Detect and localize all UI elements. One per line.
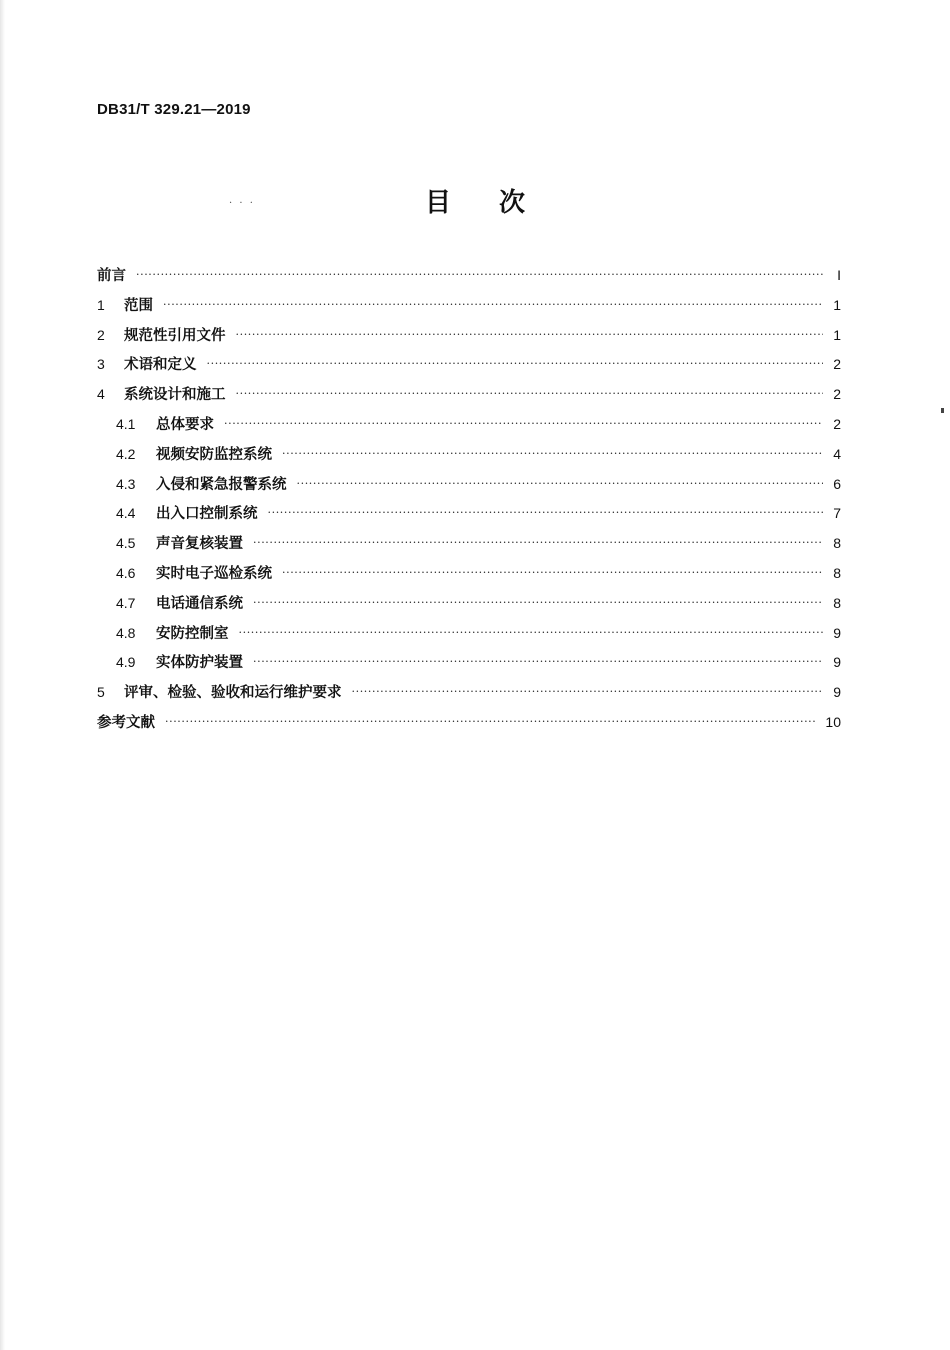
toc-entry-page: 9 <box>833 624 841 641</box>
toc-leader-dots <box>297 477 824 490</box>
toc-entry-page: 8 <box>833 535 841 552</box>
table-of-contents <box>97 264 841 741</box>
toc-entry-3[interactable] <box>97 353 841 383</box>
toc-entry-4-3[interactable] <box>97 473 841 503</box>
toc-entry-4-2[interactable] <box>97 443 841 473</box>
toc-entry-page: 9 <box>833 654 841 671</box>
toc-entry-number: 4.4 <box>116 505 136 522</box>
toc-entry-page: 8 <box>833 594 841 611</box>
toc-entry-number: 4.6 <box>116 564 136 581</box>
document-code: DB31/T 329.21—2019 <box>97 101 251 118</box>
toc-leader-dots <box>236 328 824 341</box>
toc-leader-dots <box>282 566 823 579</box>
toc-entry-label: 范围 <box>124 297 153 314</box>
toc-entry-number: 4.9 <box>116 654 136 671</box>
title-char-1: 目 <box>424 188 451 218</box>
toc-entry-page: 8 <box>833 564 841 581</box>
toc-leader-dots <box>165 715 817 728</box>
toc-leader-dots <box>224 417 823 430</box>
toc-leader-dots <box>239 626 824 639</box>
toc-entry-page: 1 <box>833 326 841 343</box>
toc-entry-page: 2 <box>833 415 841 432</box>
toc-entry-4-1[interactable] <box>97 413 841 443</box>
toc-entry-number: 4.2 <box>116 445 136 462</box>
toc-entry-label: 术语和定义 <box>124 357 197 374</box>
toc-entry-5[interactable] <box>97 681 841 711</box>
toc-entry-4-5[interactable] <box>97 532 841 562</box>
toc-entry-page: 7 <box>833 505 841 522</box>
toc-entry-number: 1 <box>97 296 105 313</box>
toc-entry-label: 安防控制室 <box>156 625 229 642</box>
toc-entry-label: 规范性引用文件 <box>124 327 226 344</box>
toc-entry-number: 2 <box>97 326 105 343</box>
title-char-2: 次 <box>499 188 526 218</box>
toc-entry-number: 4.7 <box>116 594 136 611</box>
toc-entry-number: 4.1 <box>116 415 136 432</box>
toc-entry-page: 2 <box>833 386 841 403</box>
toc-entry-label: 实时电子巡检系统 <box>156 565 272 582</box>
toc-leader-dots <box>163 298 823 311</box>
toc-entry-label: 参考文献 <box>97 714 155 731</box>
toc-entry-4-4[interactable] <box>97 502 841 532</box>
toc-entry-number: 4 <box>97 386 105 403</box>
toc-entry-page: I <box>837 267 841 283</box>
toc-entry-label: 前言 <box>97 268 126 284</box>
toc-entry-label: 系统设计和施工 <box>124 387 226 404</box>
toc-leader-dots <box>207 357 824 370</box>
toc-entry-4-7[interactable] <box>97 592 841 622</box>
toc-entry-label: 实体防护装置 <box>156 655 243 672</box>
toc-entry-page: 4 <box>833 445 841 462</box>
toc-entry-4-8[interactable] <box>97 622 841 652</box>
toc-entry-number: 3 <box>97 356 105 373</box>
toc-leader-dots <box>268 506 824 519</box>
toc-entry-number: 4.3 <box>116 475 136 492</box>
toc-entry-page: 6 <box>833 475 841 492</box>
toc-entry-foreword[interactable] <box>97 264 841 294</box>
toc-leader-dots <box>136 268 823 281</box>
toc-leader-dots <box>236 387 824 400</box>
toc-entry-label: 声音复核装置 <box>156 536 243 553</box>
toc-entry-label: 电话通信系统 <box>156 595 243 612</box>
toc-entry-number: 5 <box>97 684 105 701</box>
toc-entry-page: 1 <box>833 296 841 313</box>
toc-entry-2[interactable] <box>97 324 841 354</box>
toc-leader-dots <box>282 447 823 460</box>
scan-marks: · · · <box>229 198 255 209</box>
toc-entry-label: 入侵和紧急报警系统 <box>156 476 287 493</box>
toc-entry-page: 10 <box>825 713 841 730</box>
toc-entry-number: 4.8 <box>116 624 136 641</box>
toc-entry-page: 2 <box>833 356 841 373</box>
toc-entry-4[interactable] <box>97 383 841 413</box>
toc-entry-label: 视频安防监控系统 <box>156 446 272 463</box>
toc-entry-label: 总体要求 <box>156 416 214 433</box>
toc-leader-dots <box>253 536 823 549</box>
toc-entry-label: 出入口控制系统 <box>156 506 258 523</box>
toc-entry-number: 4.5 <box>116 535 136 552</box>
toc-leader-dots <box>253 655 823 668</box>
toc-leader-dots <box>352 685 824 698</box>
scan-speck <box>941 408 944 413</box>
toc-entry-4-6[interactable] <box>97 562 841 592</box>
toc-entry-label: 评审、检验、验收和运行维护要求 <box>124 685 342 702</box>
toc-entry-page: 9 <box>833 684 841 701</box>
toc-entry-4-9[interactable] <box>97 651 841 681</box>
toc-entry-1[interactable] <box>97 294 841 324</box>
toc-entry-bibliography[interactable] <box>97 711 841 741</box>
toc-leader-dots <box>253 596 823 609</box>
page-title <box>0 182 950 219</box>
